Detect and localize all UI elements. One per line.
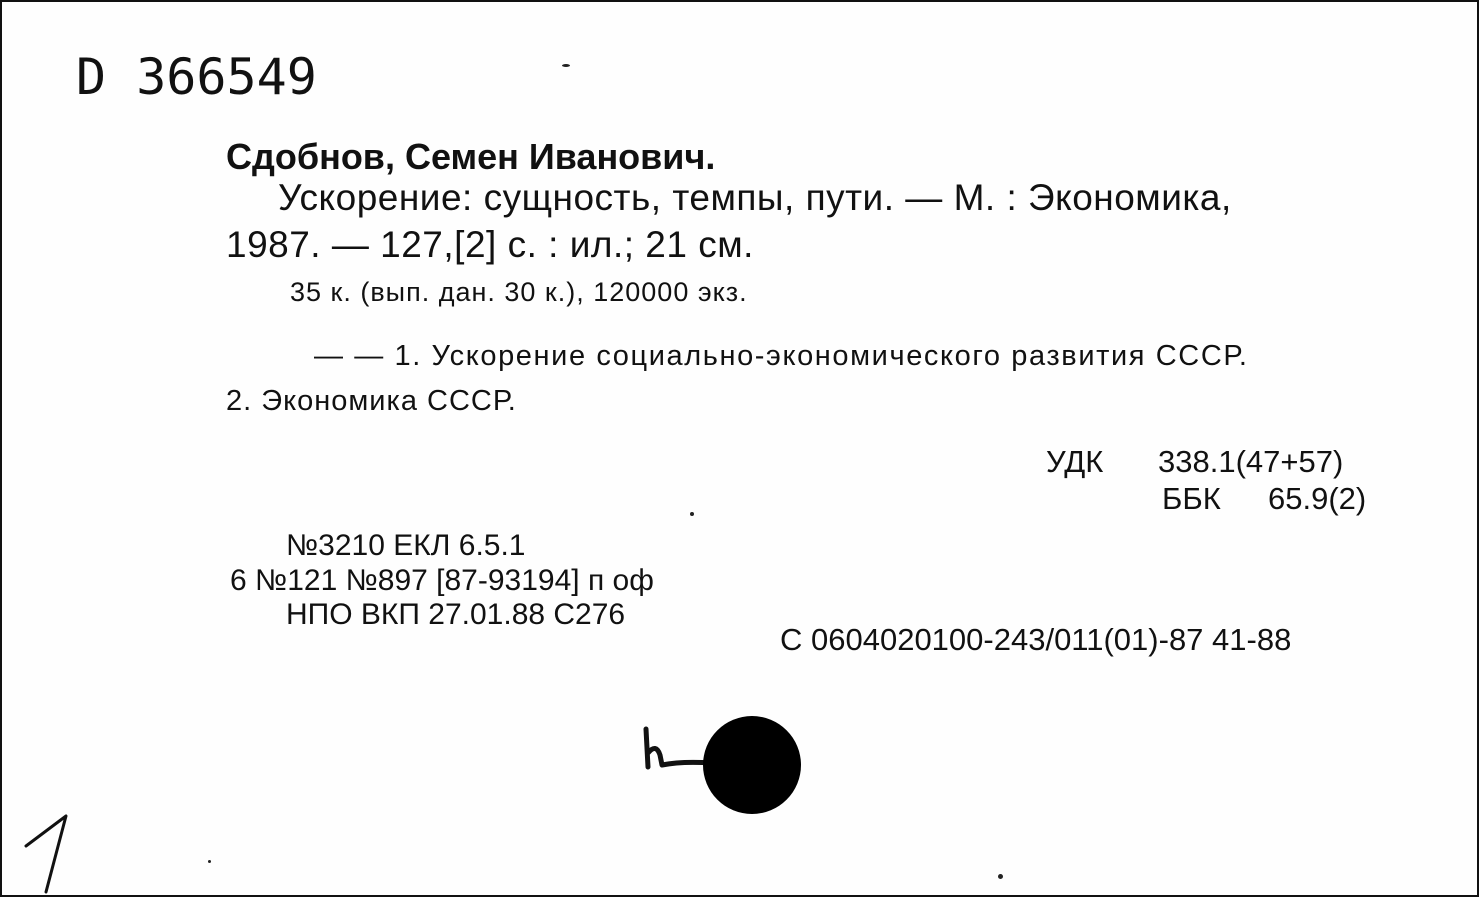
udk-label: УДК: [1046, 444, 1104, 479]
filing-hole: [703, 716, 801, 814]
catalog-code: С 0604020100-243/011(01)-87 41-88: [780, 622, 1292, 657]
bbk-value: 65.9(2): [1268, 481, 1367, 516]
price-line: 35 к. (вып. дан. 30 к.), 120000 экз.: [290, 277, 748, 307]
dust-speck: [998, 874, 1003, 879]
dust-speck: [208, 860, 211, 863]
title-line-2: 1987. — 127,[2] с. : ил.; 21 см.: [226, 224, 754, 265]
title-line-1: Ускорение: сущность, темпы, пути. — М. : Экономика,: [278, 177, 1232, 218]
dust-speck: [562, 64, 570, 67]
order-line-1: №3210 ЕКЛ 6.5.1: [286, 529, 526, 562]
handwritten-mark: [22, 810, 72, 895]
subjects-line-1: — — 1. Ускорение социально-экономического развития СССР.: [314, 340, 1249, 372]
udk-value: 338.1(47+57): [1158, 444, 1344, 479]
dust-speck: [690, 512, 694, 516]
bbk-label: ББК: [1162, 481, 1221, 516]
order-line-2: 6 №121 №897 [87-93194] п оф: [230, 564, 654, 597]
accession-number: D 366549: [76, 48, 317, 106]
author-heading: Сдобнов, Семен Иванович.: [226, 136, 716, 177]
order-line-3: НПО ВКП 27.01.88 С276: [286, 598, 626, 631]
subjects-line-2: 2. Экономика СССР.: [226, 385, 517, 417]
